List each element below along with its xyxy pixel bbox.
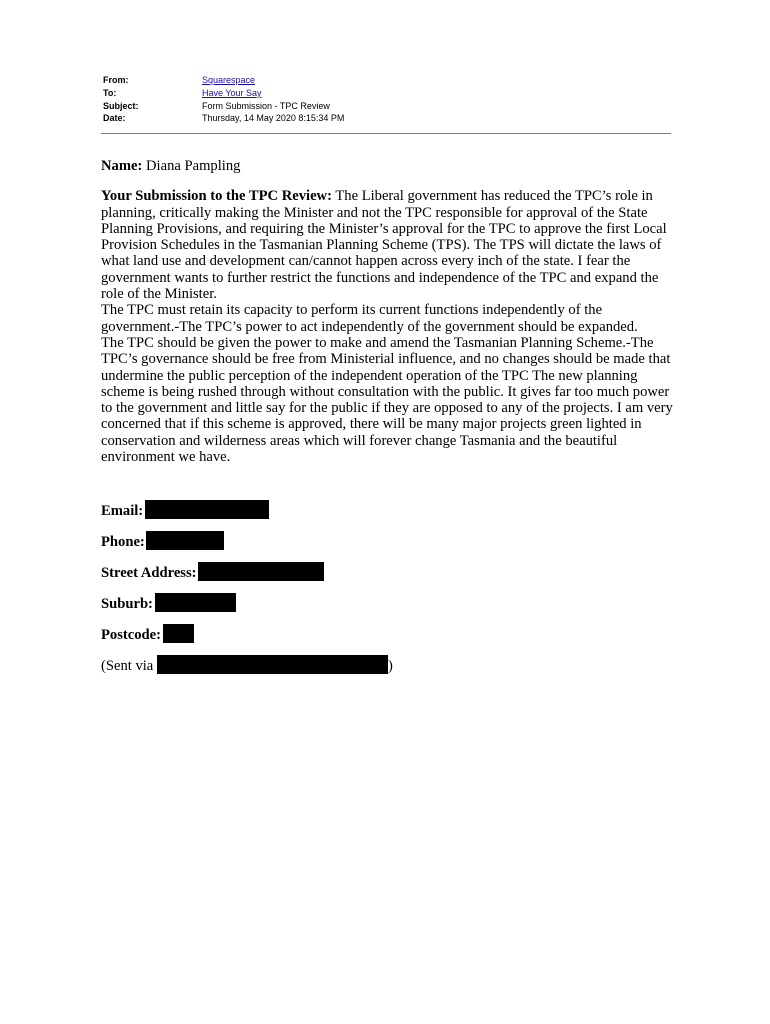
email-redaction bbox=[145, 500, 269, 519]
header-subject-row bbox=[103, 100, 671, 113]
from-label: From: bbox=[103, 75, 129, 85]
submission-paragraph: Your Submission to the TPC Review: The Liberal government has reduced the TPC’s role in planning, critically making the Minister and not the TPC responsible for approval of the State Planning Provisions, and requiring the Minister’s approval for the TPC to approve the first Local Provision Schedules in the Tasmanian Planning Scheme (TPS). The TPS will dictate the laws of what land use and development can/cannot happen across every inch of the state. I fear the government wants to further restrict the functions and independence of the TPC and expand the role of the Minister. bbox=[101, 188, 667, 303]
submission-paragraph: The TPC must retain its capacity to perform its current functions independently of the government.-The TPC’s power to act independently of the government should be expanded. bbox=[101, 302, 638, 335]
phone-field-line bbox=[101, 531, 224, 551]
from-link[interactable]: Squarespace bbox=[202, 75, 256, 85]
name-line bbox=[101, 158, 676, 174]
suburb-field-line bbox=[101, 593, 236, 613]
name-label: Name: bbox=[101, 158, 143, 174]
header-divider bbox=[101, 133, 671, 134]
submission-text bbox=[101, 188, 676, 465]
postcode-redaction bbox=[163, 624, 194, 643]
street-field-line bbox=[101, 562, 324, 582]
sent-via-suffix: ) bbox=[387, 658, 393, 674]
email-field-line bbox=[101, 500, 269, 520]
postcode-field-line bbox=[101, 624, 194, 644]
submission-label: Your Submission to the TPC Review: bbox=[101, 188, 332, 205]
message-body bbox=[101, 158, 676, 465]
email-header bbox=[103, 74, 671, 125]
date-label: Date: bbox=[103, 113, 126, 124]
phone-redaction bbox=[146, 531, 224, 550]
header-date-row bbox=[103, 112, 671, 125]
subject-label: Subject: bbox=[103, 100, 139, 111]
postcode-label: Postcode: bbox=[101, 627, 161, 643]
submission-paragraph: The TPC should be given the power to make and amend the Tasmanian Planning Scheme.-The TPC’s governance should be free from Ministerial influence, and no changes should be made that undermine the public perception of the independent operation of the TPC The new planning scheme is being rushed through without consultation with the public. It gives far too much power to the government and little say for the public if they are opposed to any of the projects. I am very concerned that if this scheme is approved, there will be many major projects green lighted in conservation and wilderness areas which will forever change Tasmania and the beautiful environment we have. bbox=[101, 334, 673, 466]
email-label: Email: bbox=[101, 503, 144, 519]
phone-label: Phone: bbox=[101, 534, 145, 550]
header-from-row bbox=[103, 74, 671, 87]
suburb-label: Suburb: bbox=[101, 596, 153, 612]
name-value: Diana Pampling bbox=[142, 158, 241, 174]
sent-via-prefix: (Sent via bbox=[101, 658, 157, 674]
sent-via-redaction bbox=[157, 655, 388, 674]
to-label: To: bbox=[103, 87, 117, 98]
to-link[interactable]: Have Your Say bbox=[202, 87, 262, 98]
date-value: Thursday, 14 May 2020 8:15:34 PM bbox=[202, 113, 345, 124]
subject-value: Form Submission - TPC Review bbox=[202, 100, 330, 111]
street-redaction bbox=[198, 562, 324, 581]
header-to-row bbox=[103, 87, 671, 100]
suburb-redaction bbox=[155, 593, 236, 612]
street-label: Street Address: bbox=[101, 565, 197, 581]
sent-via-line bbox=[101, 655, 393, 675]
